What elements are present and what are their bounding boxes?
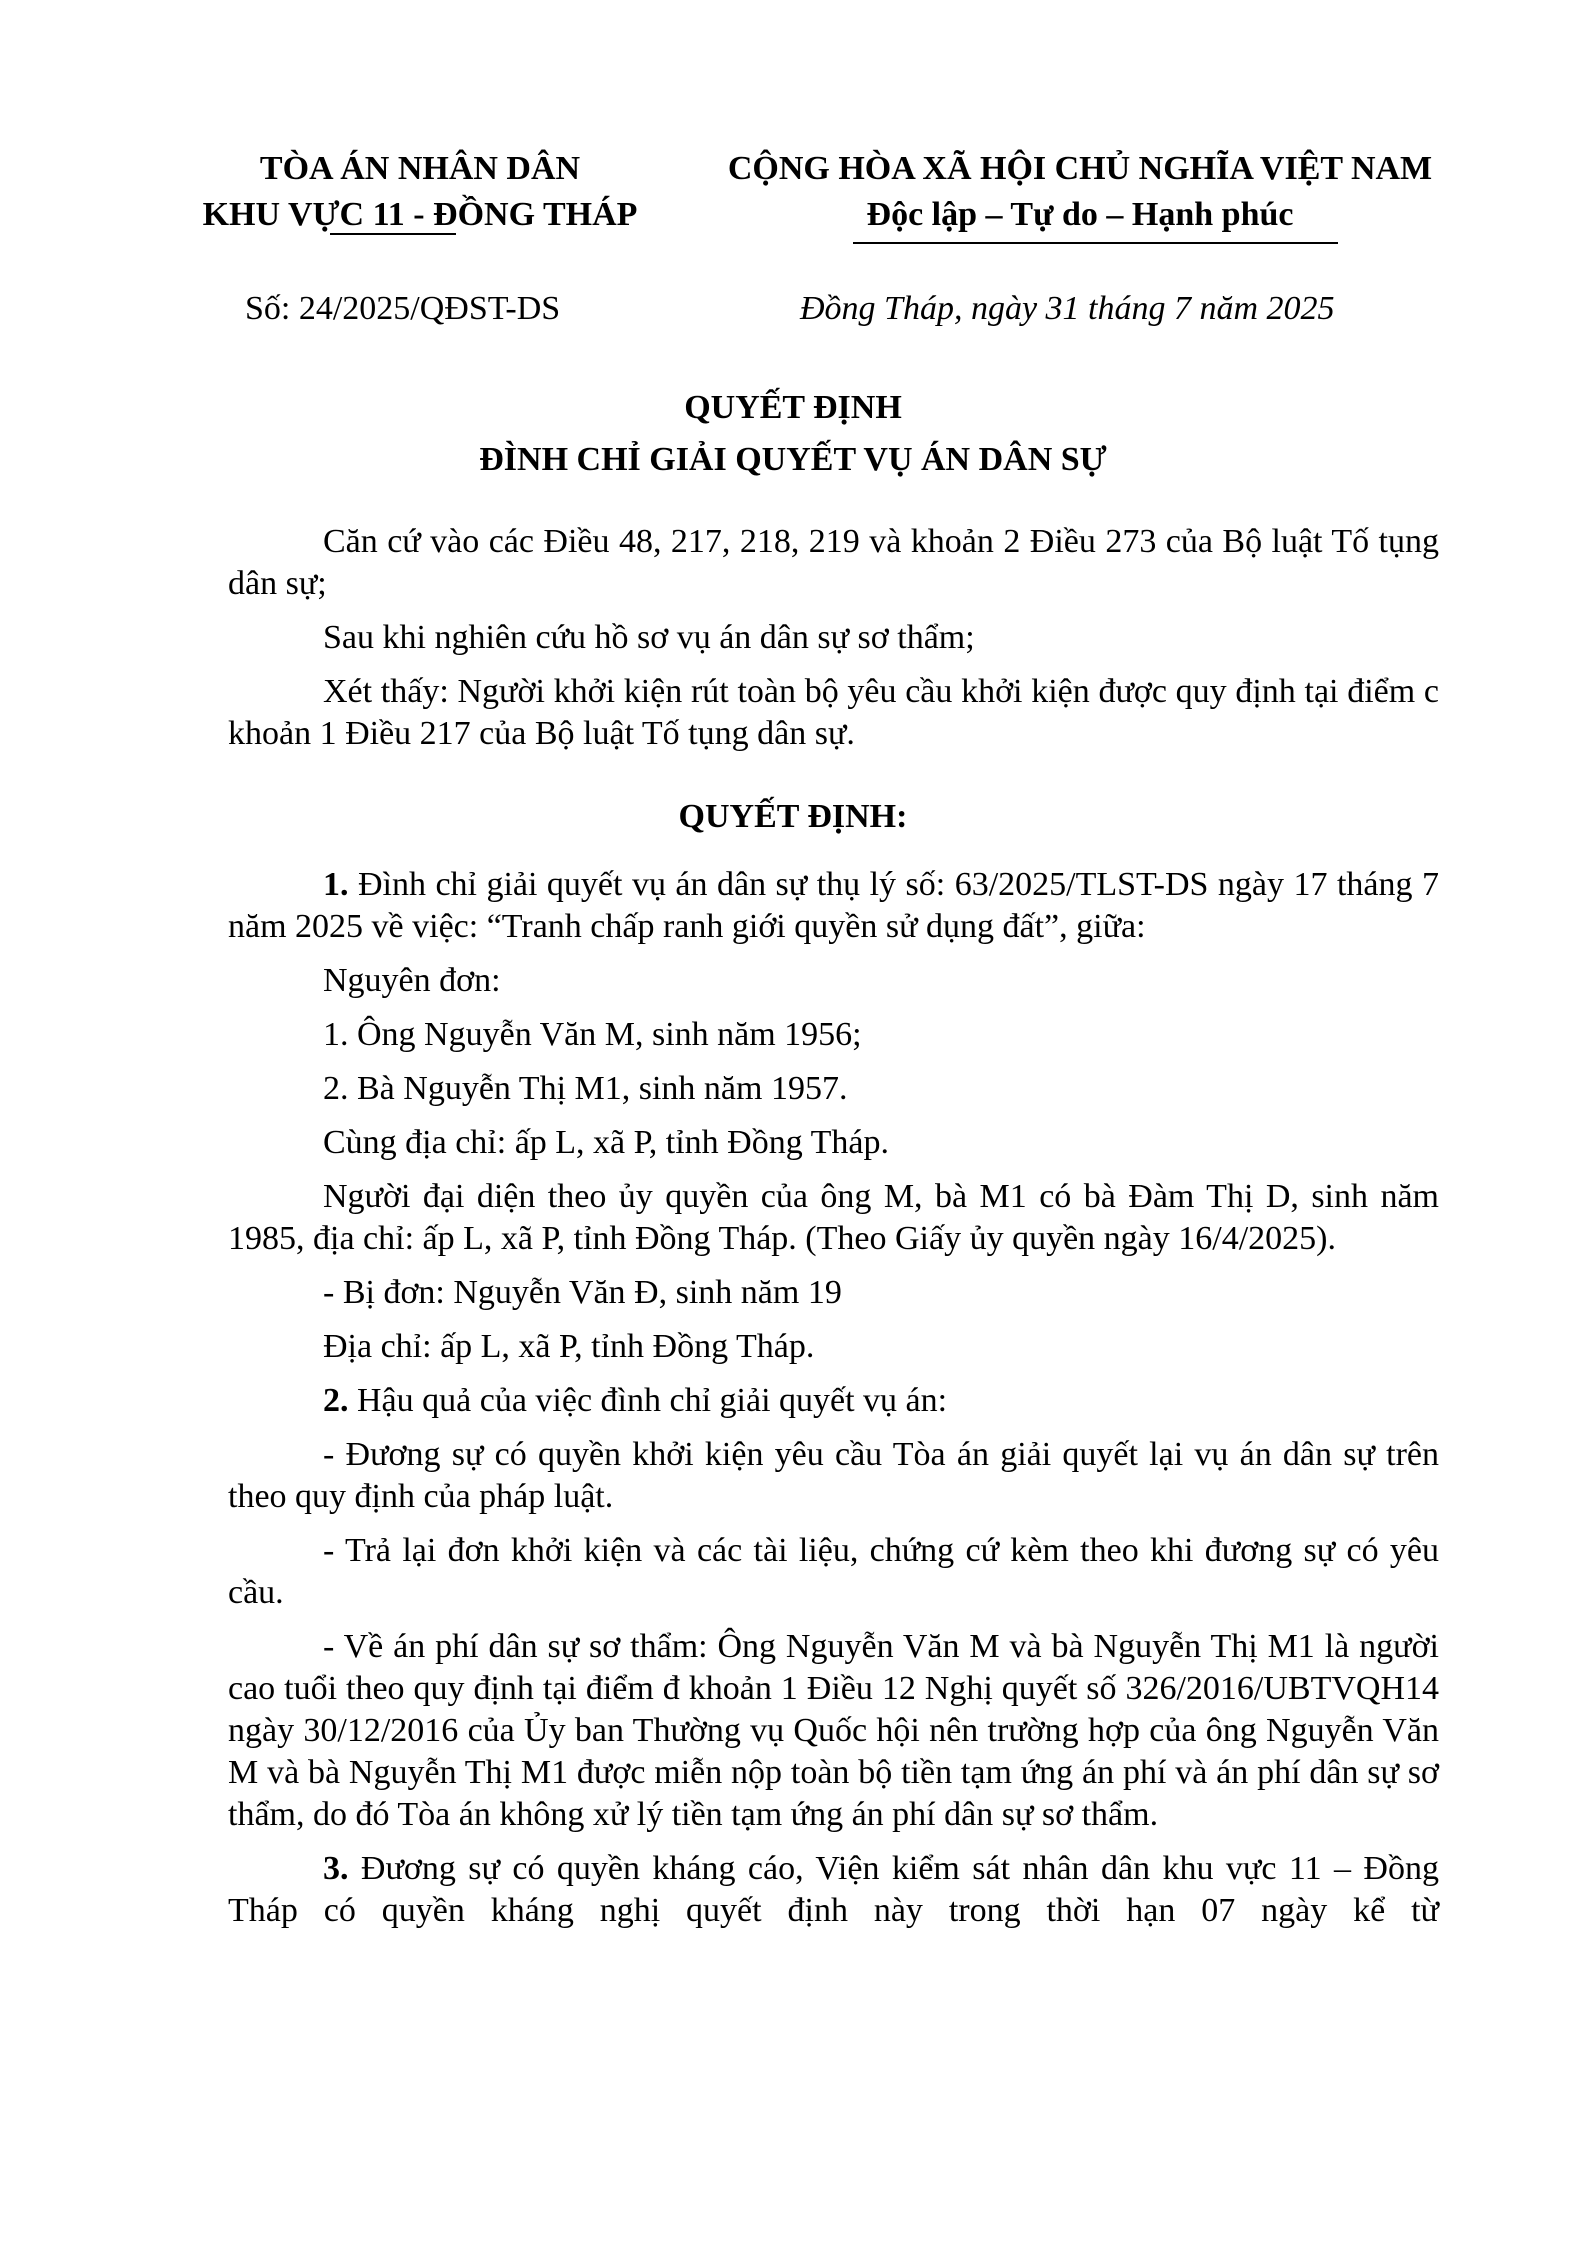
document-subtitle: ĐÌNH CHỈ GIẢI QUYẾT VỤ ÁN DÂN SỰ (479, 441, 1107, 478)
item-text: Đình chỉ giải quyết vụ án dân sự thụ lý số: 63/2025/TLST-DS ngày 17 tháng 7 năm 2025 về việc: “Tranh chấp ranh giới quyền sử dụng đất”, giữa: (228, 866, 1439, 945)
review-paragraph: Sau khi nghiên cứu hồ sơ vụ án dân sự sơ thẩm; (323, 619, 975, 656)
plaintiff-1: 1. Ông Nguyễn Văn M, sinh năm 1956; (323, 1016, 862, 1053)
court-header (170, 146, 670, 238)
document-date: Đồng Tháp, ngày 31 tháng 7 năm 2025 (800, 290, 1335, 327)
national-header (690, 146, 1470, 238)
document-title: QUYẾT ĐỊNH (684, 389, 902, 426)
court-name: TÒA ÁN NHÂN DÂN (259, 150, 581, 187)
national-motto: Độc lập – Tự do – Hạnh phúc (866, 196, 1294, 233)
item-text: Đương sự có quyền kháng cáo, Viện kiểm sát nhân dân khu vực 11 – Đồng Tháp có quyền kháng nghị quyết định này trong thời hạn 07 ngày kể từ (228, 1850, 1439, 1929)
consequence-refile: - Đương sự có quyền khởi kiện yêu cầu Tòa án giải quyết lại vụ án dân sự trên theo quy định của pháp luật. (228, 1436, 1439, 1515)
document-number: Số: 24/2025/QĐST-DS (245, 290, 561, 327)
defendant: - Bị đơn: Nguyễn Văn Đ, sinh năm 19 (323, 1274, 842, 1311)
decision-item-3 (228, 1848, 1439, 1932)
common-address: Cùng địa chỉ: ấp L, xã P, tỉnh Đồng Tháp. (323, 1124, 889, 1161)
legal-basis-paragraph: Căn cứ vào các Điều 48, 217, 218, 219 và khoản 2 Điều 273 của Bộ luật Tố tụng dân sự; (228, 523, 1439, 602)
court-header-underline (330, 233, 456, 235)
court-region: KHU VỰC 11 - ĐỒNG THÁP (202, 196, 638, 233)
representative: Người đại diện theo ủy quyền của ông M, bà M1 có bà Đàm Thị D, sinh năm 1985, địa chỉ: ấp L, xã P, tỉnh Đồng Tháp. (Theo Giấy ủy quyền ngày 16/4/2025). (228, 1178, 1439, 1257)
decision-item-1 (228, 864, 1439, 948)
plaintiff-label: Nguyên đơn: (323, 962, 501, 999)
decision-item-2 (228, 1380, 1439, 1422)
decision-heading: QUYẾT ĐỊNH: (678, 798, 908, 835)
defendant-address: Địa chỉ: ấp L, xã P, tỉnh Đồng Tháp. (323, 1328, 815, 1365)
plaintiff-2: 2. Bà Nguyễn Thị M1, sinh năm 1957. (323, 1070, 848, 1107)
preamble (228, 521, 1439, 755)
item-number: 3. (323, 1850, 349, 1887)
national-motto-underline (853, 242, 1338, 244)
item-number: 2. (323, 1382, 349, 1419)
item-text: Hậu quả của việc đình chỉ giải quyết vụ án: (348, 1382, 948, 1419)
decision-body (228, 864, 1439, 1932)
finding-paragraph: Xét thấy: Người khởi kiện rút toàn bộ yêu cầu khởi kiện được quy định tại điểm c khoản 1 Điều 217 của Bộ luật Tố tụng dân sự. (228, 673, 1439, 752)
consequence-court-fee: - Về án phí dân sự sơ thẩm: Ông Nguyễn Văn M và bà Nguyễn Thị M1 là người cao tuổi theo quy định tại điểm đ khoản 1 Điều 12 Nghị quyết số 326/2016/UBTVQH14 ngày 30/12/2016 của Ủy ban Thường vụ Quốc hội nên trường hợp của ông Nguyễn Văn M và bà Nguyễn Thị M1 được miễn nộp toàn bộ tiền tạm ứng án phí và án phí dân sự sơ thẩm, do đó Tòa án không xử lý tiền tạm ứng án phí dân sự sơ thẩm. (228, 1628, 1439, 1833)
consequence-return-documents: - Trả lại đơn khởi kiện và các tài liệu, chứng cứ kèm theo khi đương sự có yêu cầu. (228, 1532, 1439, 1611)
national-title: CỘNG HÒA XÃ HỘI CHỦ NGHĨA VIỆT NAM (727, 150, 1433, 187)
item-number: 1. (323, 866, 349, 903)
